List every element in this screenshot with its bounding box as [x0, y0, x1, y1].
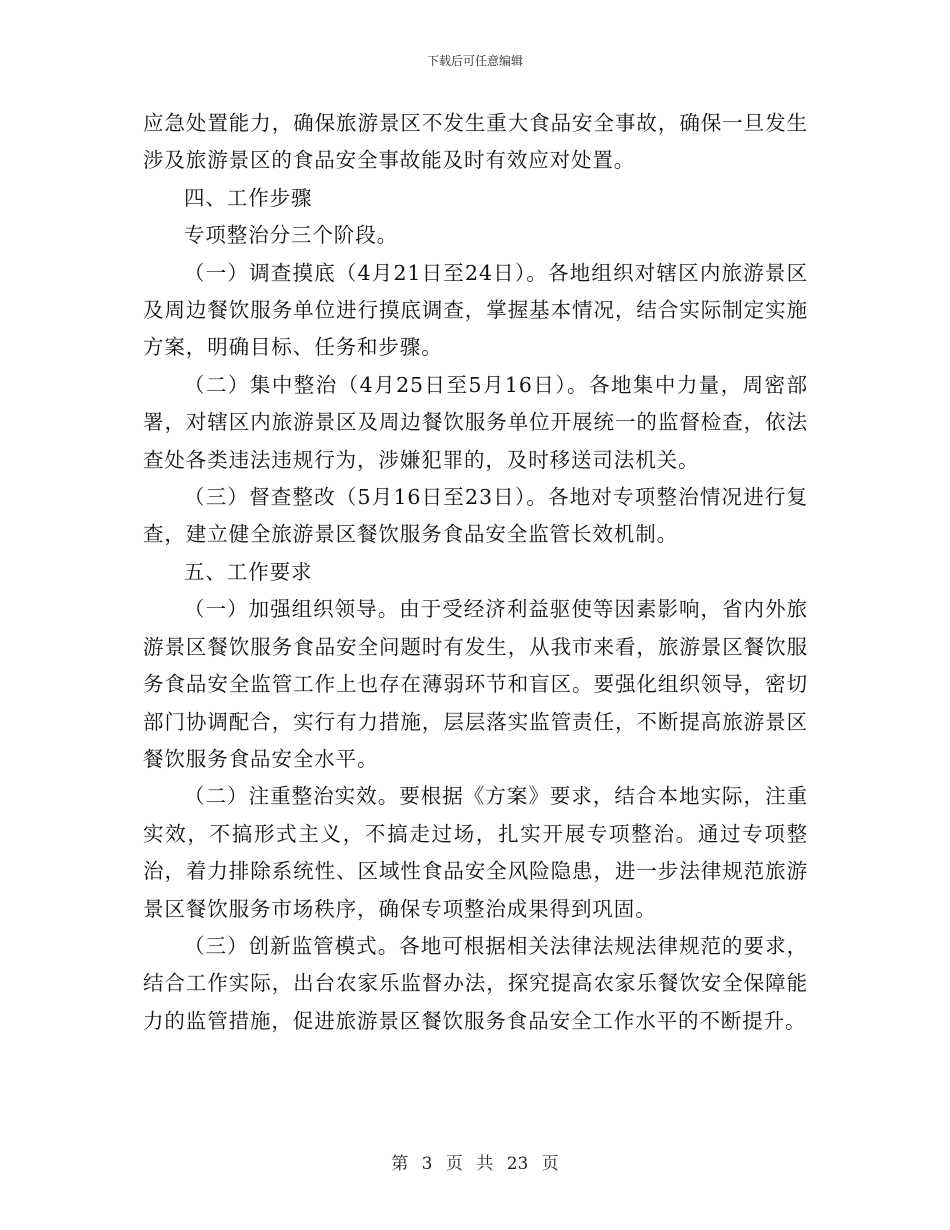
- footer-label-page: 第: [391, 1154, 409, 1174]
- footer-total-pages: 23: [506, 1154, 529, 1174]
- footer-current-page: 3: [421, 1154, 433, 1174]
- footer-label-page-unit: 页: [445, 1154, 463, 1174]
- page-header-text: 下载后可任意编辑: [426, 54, 523, 68]
- section-heading: 五、工作要求: [184, 559, 313, 584]
- section-heading: 四、工作步骤: [184, 185, 313, 210]
- body-paragraph: （三）督查整改（5月16日至23日）。各地对专项整治情况进行复查，建立健全旅游景区餐饮服务食品安全监管长效机制。: [143, 485, 808, 547]
- body-paragraph: （三）创新监管模式。各地可根据相关法律法规法律规范的要求，结合工作实际，出台农家乐监督办法，探究提高农家乐餐饮安全保障能力的监管措施，促进旅游景区餐饮服务食品安全工作水平的不断提升。: [143, 933, 808, 1033]
- body-paragraph: （一）加强组织领导。由于受经济利益驱使等因素影响，省内外旅游景区餐饮服务食品安全问题时有发生，从我市来看，旅游景区餐饮服务食品安全监管工作上也存在薄弱环节和盲区。要强化组织领导，密切部门协调配合，实行有力措施，层层落实监管责任，不断提高旅游景区餐饮服务食品安全水平。: [143, 597, 808, 771]
- document-body: [143, 105, 808, 1040]
- body-paragraph: 专项整治分三个阶段。: [184, 223, 398, 248]
- footer-label-total-unit: 页: [541, 1154, 559, 1174]
- footer-label-total: 共: [476, 1154, 494, 1174]
- body-paragraph: 应急处置能力，确保旅游景区不发生重大食品安全事故，确保一旦发生涉及旅游景区的食品安全事故能及时有效应对处置。: [143, 111, 808, 173]
- page-footer: [0, 1153, 950, 1175]
- body-paragraph: （二）注重整治实效。要根据《方案》要求，结合本地实际，注重实效，不搞形式主义，不搞走过场，扎实开展专项整治。通过专项整治，着力排除系统性、区域性食品安全风险隐患，进一步法律规范旅游景区餐饮服务市场秩序，确保专项整治成果得到巩固。: [143, 784, 808, 921]
- body-paragraph: （一）调查摸底（4月21日至24日）。各地组织对辖区内旅游景区及周边餐饮服务单位进行摸底调查，掌握基本情况，结合实际制定实施方案，明确目标、任务和步骤。: [143, 260, 808, 360]
- body-paragraph: （二）集中整治（4月25日至5月16日）。各地集中力量，周密部署，对辖区内旅游景区及周边餐饮服务单位开展统一的监督检查，依法查处各类违法违规行为，涉嫌犯罪的，及时移送司法机关。: [143, 372, 808, 472]
- page-header: [0, 53, 950, 69]
